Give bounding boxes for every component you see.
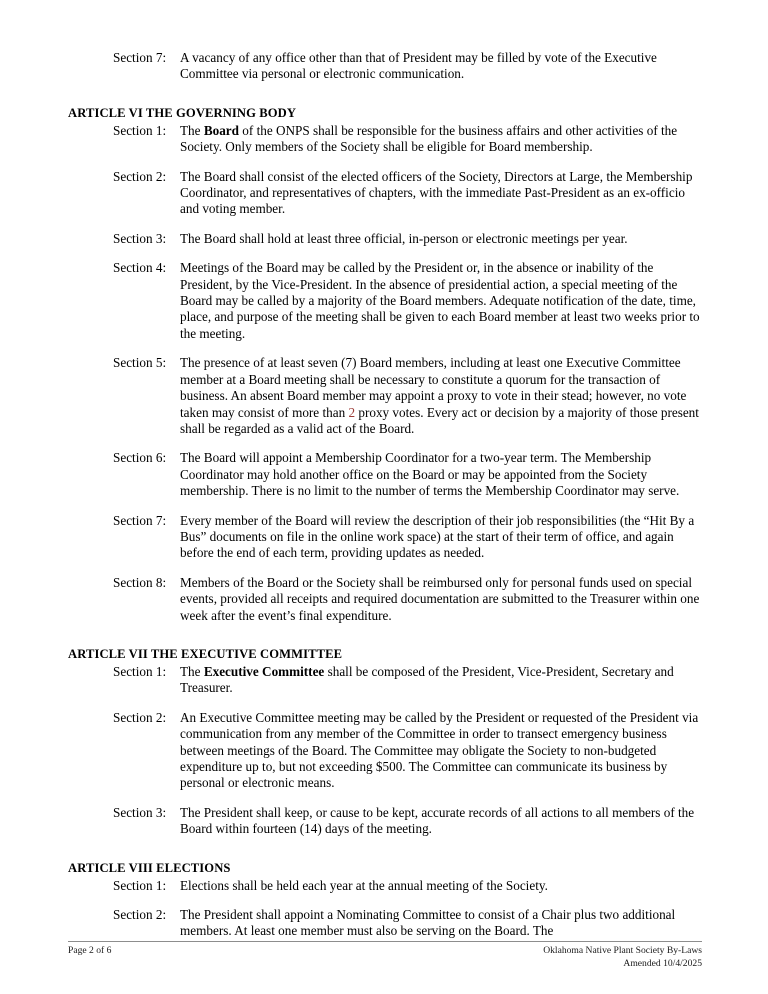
section-text: The Board of the ONPS shall be responsible for the business affairs and other activities of the Society. Only members of the Society shall be eligible for Board membership. [180,122,678,155]
section-block [68,664,702,697]
article-heading: ARTICLE VII THE EXECUTIVE COMMITTEE [68,646,343,661]
section-label: Section 3: [113,230,167,246]
section-label: Section 7: [113,512,167,528]
section-block [68,123,702,156]
section-text: The Board shall hold at least three official, in-person or electronic meetings per year. [180,230,628,246]
footer-doc-info [543,945,702,970]
section-block [68,878,702,894]
page-number: Page 2 of 6 [68,945,112,956]
section-block [68,513,702,562]
section-text: Members of the Board or the Society shall be reimbursed only for personal funds used on special events, provided all receipts and required documentation are submitted to the Treasurer within one week after the event’s final expenditure. [180,574,700,623]
section-text: An Executive Committee meeting may be called by the President or requested of the President via communication from any member of the Committee in order to transect emergency business between meetings of the Board. The Committee may obligate the Society to non-budgeted expenditure up to, but not exceeding $500. The Committee can communicate its business by personal or electronic means. [180,709,699,791]
section-text: The Board will appoint a Membership Coordinator for a two-year term. The Membership Coordinator may hold another office on the Board or may be appointed from the Society membership. There is no limit to the number of terms the Membership Coordinator may serve. [180,450,680,499]
spacer [68,851,702,860]
section-text: The President shall keep, or cause to be kept, accurate records of all actions to all members of the Board within fourteen (14) days of the meeting. [180,804,695,837]
section-text: Meetings of the Board may be called by the President or, in the absence or inability of the President, by the Vice-President. In the absence of presidential action, a special meeting of the Board may be called by a majority of the Board members. Adequate notification of the date, time, place, and purpose of the meeting shall be given to each Board member at least two weeks prior to the meeting. [180,260,700,341]
section-label: Section 8: [113,574,167,590]
spacer [68,96,702,105]
section-text: Elections shall be held each year at the annual meeting of the Society. [180,877,548,893]
section-text: The President shall appoint a Nominating Committee to consist of a Chair plus two additional members. At least one member must also be serving on the Board. The [180,907,676,939]
footer-divider [68,941,702,942]
section-label: Section 1: [113,877,167,893]
section-text: A vacancy of any office other than that of President may be filled by vote of the Executive Committee via personal or electronic communication. [180,50,657,82]
footer-row [68,945,702,970]
section-block [68,907,702,940]
section-label: Section 1: [113,122,167,138]
section-block [68,169,702,218]
section-label: Section 6: [113,450,167,466]
section-block [68,355,702,437]
section-block [68,231,702,247]
section-text: The Executive Committee shall be composed of the President, Vice-President, Secretary and Treasurer. [180,663,674,696]
section-block [68,50,702,83]
section-label: Section 2: [113,907,167,923]
section-label: Section 3: [113,804,167,820]
document-body [68,50,702,953]
footer-amended-date: Amended 10/4/2025 [623,957,702,969]
section-text: The presence of at least seven (7) Board members, including at least one Executive Committee member at a Board meeting shall be necessary to constitute a quorum for the transaction of business. An absent Board member may appoint a proxy to vote in their stead; however, no vote taken may consist of more than 2 proxy votes. Every act or decision by a majority of those present shall be regarded as a valid act of the Board. [180,355,699,436]
section-label: Section 2: [113,709,167,725]
section-block [68,450,702,499]
spacer [68,637,702,646]
section-block [68,805,702,838]
section-block [68,710,702,792]
section-label: Section 7: [113,50,167,65]
section-label: Section 1: [113,663,167,679]
article-heading: ARTICLE VIII ELECTIONS [68,860,231,875]
section-block [68,575,702,624]
section-text: Every member of the Board will review the description of their job responsibilities (the “Hit By a Bus” documents on file in the online work space) at the start of their term of office, and again before the end of each term, providing updates as needed. [180,512,695,561]
section-label: Section 2: [113,168,167,184]
section-label: Section 4: [113,260,167,276]
section-text: The Board shall consist of the elected officers of the Society, Directors at Large, the Membership Coordinator, and representatives of chapters, with the immediate Past-President as an ex-officio and voting member. [180,168,693,217]
section-label: Section 5: [113,355,167,371]
footer-doc-title: Oklahoma Native Plant Society By-Laws [543,945,702,956]
section-block [68,260,702,342]
article-heading: ARTICLE VI THE GOVERNING BODY [68,105,297,120]
page-footer [68,941,702,970]
